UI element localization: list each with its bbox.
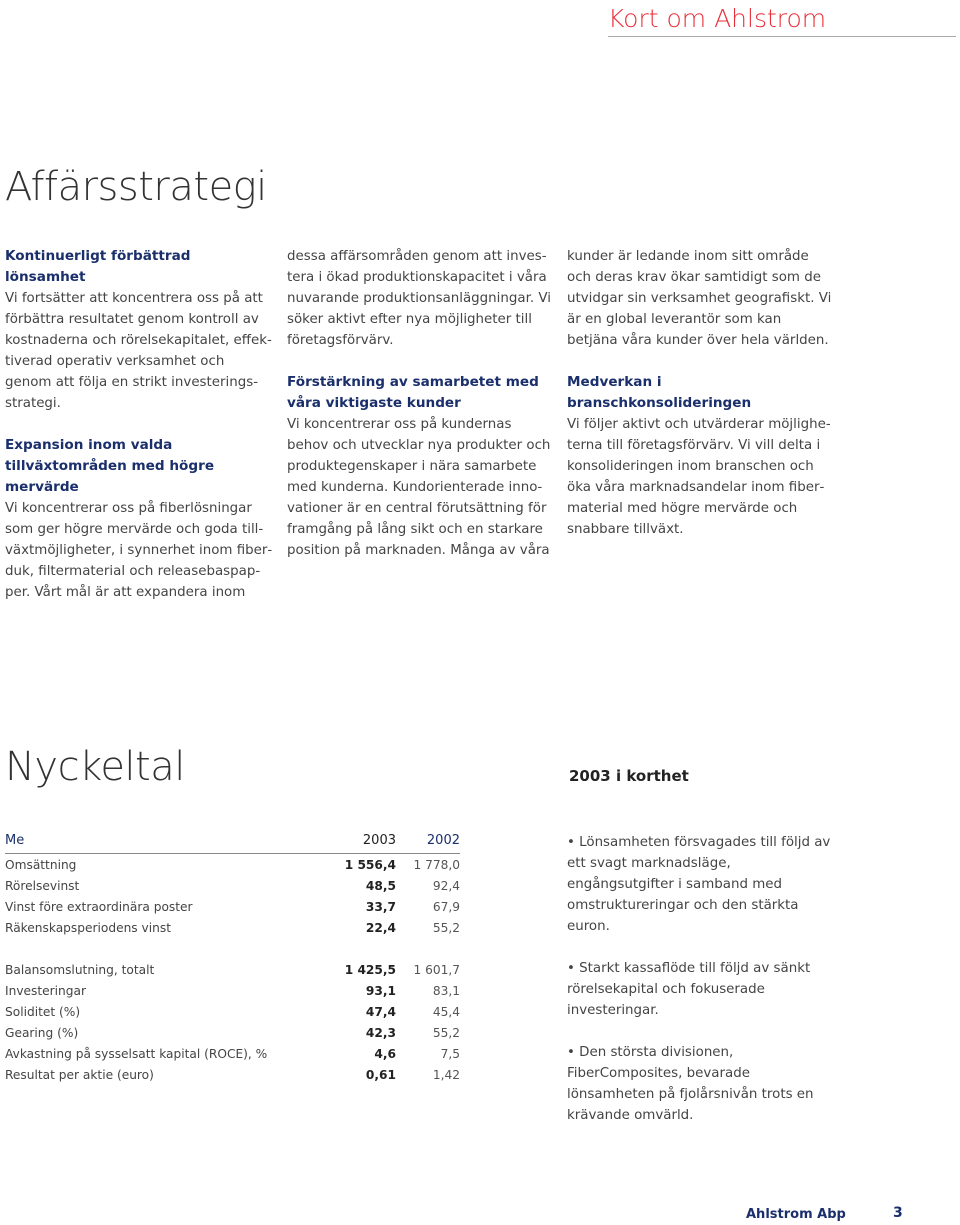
value-2002: 92,4 bbox=[432, 878, 460, 893]
table-row bbox=[5, 896, 460, 917]
row-label: Balansomslutning, totalt bbox=[5, 962, 155, 977]
table-row bbox=[5, 1022, 460, 1043]
row-label: Omsättning bbox=[5, 857, 77, 872]
table-row bbox=[5, 1064, 460, 1085]
table-row bbox=[5, 854, 460, 876]
table-row bbox=[5, 1001, 460, 1022]
column-header-2002: 2002 bbox=[396, 830, 460, 854]
value-2002: 55,2 bbox=[432, 920, 460, 935]
footer-company: Ahlstrom Abp bbox=[746, 1207, 846, 1222]
row-label: Räkenskapsperiodens vinst bbox=[5, 920, 171, 935]
row-label: Rörelsevinst bbox=[5, 878, 80, 893]
section-text: dessa affärsområden genom att investera i ökad produktionskapacitet i våra nuvarande produktionsanläggningar. Vi söker aktivt efter nya möjligheter till företagsförvärv. bbox=[287, 249, 551, 348]
strategy-column-3 bbox=[567, 246, 835, 540]
table-row bbox=[5, 1043, 460, 1064]
value-2002: 55,2 bbox=[432, 1025, 460, 1040]
value-2003: 47,4 bbox=[365, 1004, 396, 1019]
table-row bbox=[5, 959, 460, 980]
value-2003: 93,1 bbox=[365, 983, 396, 998]
value-2003: 1 425,5 bbox=[344, 962, 396, 977]
section-heading: Expansion inom valda tillväxtområden med högre mervärde bbox=[5, 437, 215, 495]
table-row bbox=[5, 980, 460, 1001]
value-2003: 1 556,4 bbox=[344, 857, 396, 872]
value-2002: 1,42 bbox=[432, 1067, 460, 1082]
section-header-title: Kort om Ahlstrom bbox=[608, 4, 827, 33]
value-2003: 48,5 bbox=[365, 878, 396, 893]
brief-heading: 2003 i korthet bbox=[569, 767, 689, 785]
page-number: 3 bbox=[893, 1205, 903, 1221]
section-text: kunder är ledande inom sitt område och deras krav ökar samtidigt som de utvidgar sin verksamhet geografiskt. Vi är en global leverantör som kan betjäna våra kunder över hela världen. bbox=[567, 249, 832, 348]
row-label: Soliditet (%) bbox=[5, 1004, 81, 1019]
value-2002: 1 778,0 bbox=[413, 857, 460, 872]
row-label: Avkastning på sysselsatt kapital (ROCE), % bbox=[5, 1046, 268, 1061]
keyfigures-heading: Nyckeltal bbox=[5, 744, 185, 790]
highlight-item: • Lönsamheten försvagades till följd av ett svagt marknadsläge, engångsutgifter i samband med omstruktureringar och den stärkta euron. bbox=[567, 835, 831, 934]
section-heading: Förstärkning av samarbetet med våra viktigaste kunder bbox=[287, 374, 539, 411]
value-2002: 67,9 bbox=[432, 899, 460, 914]
table-row bbox=[5, 917, 460, 938]
value-2003: 4,6 bbox=[374, 1046, 396, 1061]
table-header-row bbox=[5, 830, 460, 854]
highlight-item: • Starkt kassaflöde till följd av sänkt rörelsekapital och fokuserade investeringar. bbox=[567, 961, 811, 1018]
highlight-item: • Den största divisionen, FiberComposites, bevarade lönsamheten på fjolårsnivån trots en krävande omvärld. bbox=[567, 1045, 814, 1123]
keyfigures-table bbox=[5, 830, 460, 1085]
strategy-heading: Affärsstrategi bbox=[5, 164, 267, 210]
row-label: Investeringar bbox=[5, 983, 86, 998]
value-2002: 83,1 bbox=[432, 983, 460, 998]
unit-label: Me bbox=[5, 830, 326, 854]
section-text: Vi följer aktivt och utvärderar möjligheterna till företagsförvärv. Vi vill delta i konsolideringen inom branschen och öka våra marknadsandelar inom fibermaterial med högre mervärde och snabbare tillväxt. bbox=[567, 417, 831, 537]
value-2002: 45,4 bbox=[432, 1004, 460, 1019]
value-2002: 7,5 bbox=[440, 1046, 460, 1061]
value-2003: 42,3 bbox=[365, 1025, 396, 1040]
table-row bbox=[5, 875, 460, 896]
value-2003: 22,4 bbox=[365, 920, 396, 935]
value-2003: 0,61 bbox=[365, 1067, 396, 1082]
strategy-column-1 bbox=[5, 246, 273, 603]
section-text: Vi fortsätter att koncentrera oss på att förbättra resultatet genom kontroll av kostnaderna och rörelsekapitalet, effektiverad operativ verksamhet och genom att följa en strikt investeringsstrategi. bbox=[5, 291, 272, 411]
value-2003: 33,7 bbox=[365, 899, 396, 914]
row-label: Vinst före extraordinära poster bbox=[5, 899, 193, 914]
strategy-column-2 bbox=[287, 246, 555, 561]
value-2002: 1 601,7 bbox=[413, 962, 460, 977]
section-heading: Kontinuerligt förbättrad lönsamhet bbox=[5, 248, 191, 285]
table-spacer bbox=[5, 938, 460, 959]
header-divider bbox=[608, 36, 956, 37]
section-text: Vi koncentrerar oss på kundernas behov och utvecklar nya produkter och produktegenskaper i nära samarbete med kunderna. Kundorienterade innovationer är en central förutsättning för framgång på lång sikt och en starkare position på marknaden. Många av våra bbox=[287, 417, 551, 558]
section-heading: Medverkan i branschkonsolideringen bbox=[567, 374, 752, 411]
row-label: Gearing (%) bbox=[5, 1025, 79, 1040]
column-header-2003: 2003 bbox=[326, 830, 396, 854]
section-text: Vi koncentrerar oss på fiberlösningar som ger högre mervärde och goda tillväxtmöjligheter, i synnerhet inom fiberduk, filtermaterial och releasebaspapper. Vårt mål är att expandera inom bbox=[5, 501, 273, 600]
row-label: Resultat per aktie (euro) bbox=[5, 1067, 154, 1082]
highlights-list bbox=[567, 832, 832, 1147]
